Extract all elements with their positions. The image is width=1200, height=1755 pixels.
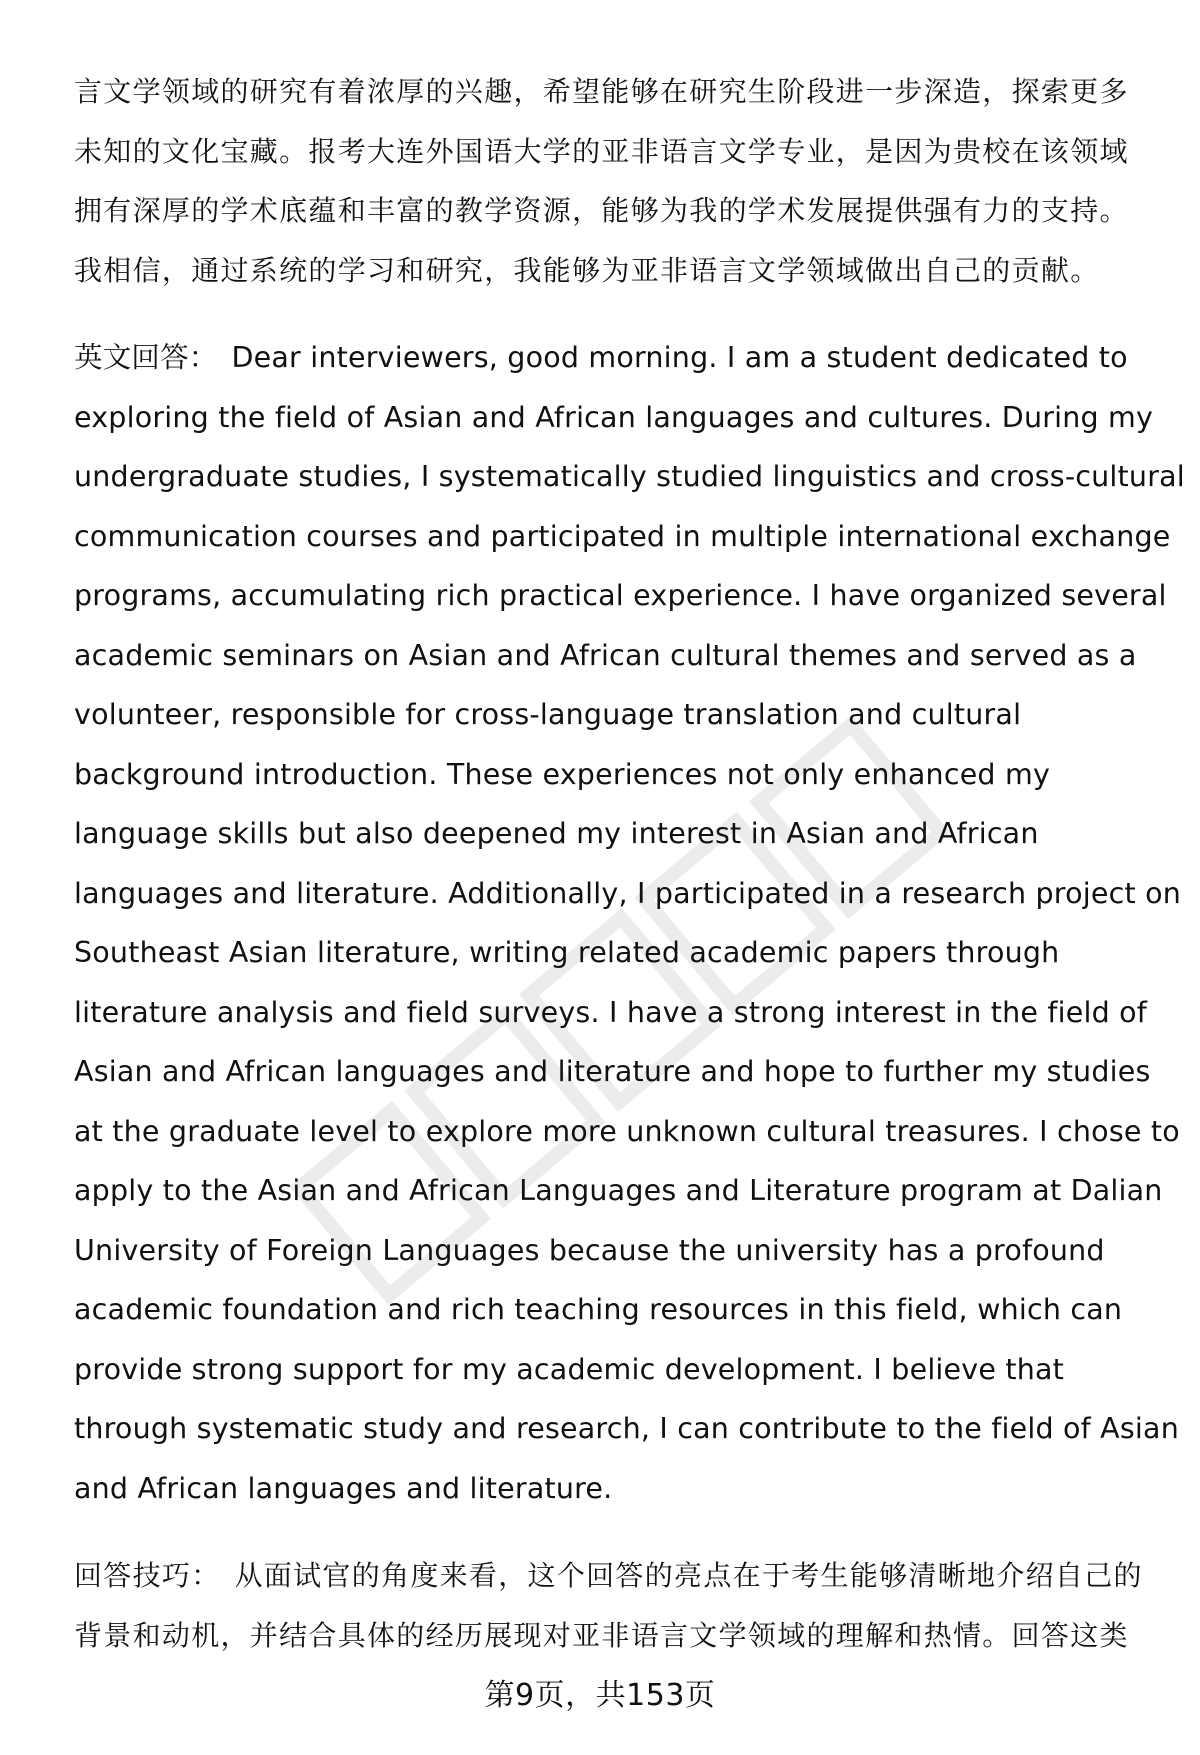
paragraph-english-answer [74, 328, 1185, 1518]
text-line: and African languages and literature. [74, 1471, 613, 1505]
text-line: exploring the field of Asian and African languages and cultures. During my [74, 400, 1154, 434]
text-line: 未知的文化宝藏。报考大连外国语大学的亚非语言文学专业，是因为贵校在该领域 [74, 134, 1129, 168]
text-line: 言文学领域的研究有着浓厚的兴趣，希望能够在研究生阶段进一步深造，探索更多 [74, 75, 1129, 108]
text-line: programs, accumulating rich practical experience. I have organized several [74, 579, 1167, 612]
text-line: language skills but also deepened my interest in Asian and African [74, 817, 1039, 850]
text-line: languages and literature. Additionally, I participated in a research project on [74, 876, 1181, 910]
text-line: through systematic study and research, I can contribute to the field of Asian [74, 1412, 1179, 1445]
text-line [74, 328, 1154, 388]
text-line: Southeast Asian literature, writing related academic papers through [74, 936, 1060, 969]
text-line: academic foundation and rich teaching resources in this field, which can [74, 1293, 1123, 1326]
text-line: provide strong support for my academic development. I believe that [74, 1352, 1065, 1386]
text-line [74, 1546, 1154, 1606]
text-line-content: Dear interviewers, good morning. I am a student dedicated to [231, 341, 1128, 374]
text-line: 拥有深厚的学术底蕴和丰富的教学资源，能够为我的学术发展提供强有力的支持。 [74, 194, 1129, 227]
text-line: academic seminars on Asian and African cultural themes and served as a [74, 638, 1137, 672]
text-line: 我相信，通过系统的学习和研究，我能够为亚非语言文学领域做出自己的贡献。 [74, 253, 1100, 287]
text-line: Asian and African languages and literature and hope to further my studies [74, 1055, 1151, 1088]
text-line: literature analysis and field surveys. I have a strong interest in the field of [74, 995, 1148, 1029]
answer-tips-label: 回答技巧： [74, 1559, 221, 1592]
text-line: at the graduate level to explore more unknown cultural treasures. I chose to [74, 1114, 1180, 1148]
text-line-content: 从面试官的角度来看，这个回答的亮点在于考生能够清晰地介绍自己的 [234, 1559, 1143, 1592]
document-page [74, 62, 1185, 1665]
paragraph-intro-zh [74, 62, 1154, 300]
text-line: apply to the Asian and African Languages and Literature program at Dalian [74, 1174, 1163, 1207]
text-line: communication courses and participated in multiple international exchange [74, 519, 1171, 553]
text-line: 背景和动机，并结合具体的经历展现对亚非语言文学领域的理解和热情。回答这类 [74, 1618, 1129, 1652]
text-line: background introduction. These experiences not only enhanced my [74, 757, 1051, 791]
english-answer-label: 英文回答： [74, 341, 218, 374]
paragraph-answer-tips [74, 1546, 1154, 1665]
text-line: University of Foreign Languages because the university has a profound [74, 1233, 1105, 1267]
text-line: undergraduate studies, I systematically studied linguistics and cross-cultural [74, 460, 1185, 493]
text-line: volunteer, responsible for cross-language translation and cultural [74, 698, 1022, 731]
page-indicator: 第9页，共153页 [484, 1678, 716, 1713]
